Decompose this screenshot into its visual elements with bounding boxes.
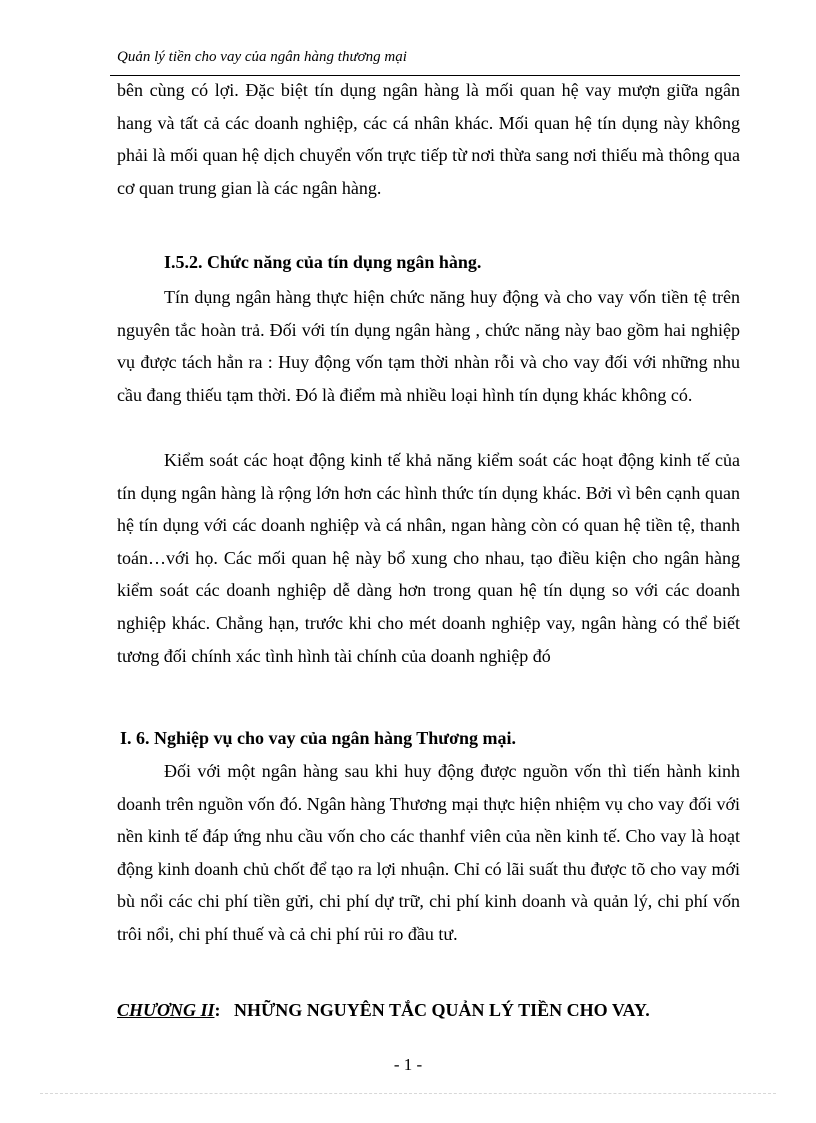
- paragraph-functions: Tín dụng ngân hàng thực hiện chức năng huy động và cho vay vốn tiền tệ trên nguyên tắc hoàn trả. Đối với tín dụng ngân hàng , chức năng này bao gồm hai nghiệp vụ được tách hẳn ra : Huy động vốn tạm thời nhàn rỗi và cho vay đối với những nhu cầu đang thiếu tạm thời. Đó là điểm mà nhiều loại hình tín dụng khác không có.: [117, 287, 740, 405]
- chapter-separator: :: [214, 1000, 221, 1020]
- paragraph-control: Kiểm soát các hoạt động kinh tế khả năng kiểm soát các hoạt động kinh tế của tín dụng ngân hàng là rộng lớn hơn các hình thức tín dụng khác. Bởi vì bên cạnh quan hệ tín dụng với các doanh nghiệp và cá nhân, ngan hàng còn có quan hệ tiền tệ, thanh toán…với họ. Các mối quan hệ này bổ xung cho nhau, tạo điều kiện cho ngân hàng kiểm soát các doanh nghiệp dễ dàng hơn trong quan hệ tín dụng so với các doanh nghiệp khác. Chẳng hạn, trước khi cho mét doanh nghiệp vay, ngân hàng có thể biết tương đối chính xác tình hình tài chính của doanh nghiệp đó: [117, 450, 740, 666]
- chapter-label: CHƯƠNG II: [117, 1000, 215, 1020]
- chapter-heading: [117, 1000, 650, 1021]
- paragraph-intro: bên cùng có lợi. Đặc biệt tín dụng ngân hàng là mối quan hệ vay mượn giữa ngân hang và tất cả các doanh nghiệp, các cá nhân khác. Mối quan hệ tín dụng này không phải là mối quan hệ dịch chuyển vốn trực tiếp từ nơi thừa sang nơi thiếu mà thông qua cơ quan trung gian là các ngân hàng.: [117, 80, 740, 198]
- section-heading-lending: I. 6. Nghiệp vụ cho vay của ngân hàng Thương mại.: [120, 728, 517, 748]
- paragraph-lending: Đối với một ngân hàng sau khi huy động được nguồn vốn thì tiến hành kinh doanh trên nguồn vốn đó. Ngân hàng Thương mại thực hiện nhiệm vụ cho vay đối với nền kinh tế đáp ứng nhu cầu vốn cho các thanhf viên của nền kinh tế. Cho vay là hoạt động kinh doanh chủ chốt để tạo ra lợi nhuận. Chỉ có lãi suất thu được tõ cho vay mới bù nổi các chi phí tiền gửi, chi phí dự trữ, chi phí kinh doanh và quản lý, chi phí vốn trôi nổi, chi phí thuế và cả chi phí rủi ro đầu tư.: [117, 761, 740, 944]
- page-number: - 1 -: [393, 1055, 423, 1074]
- page-bottom-divider: [40, 1093, 776, 1094]
- section-heading-functions: I.5.2. Chức năng của tín dụng ngân hàng.: [164, 252, 482, 272]
- chapter-title: NHỮNG NGUYÊN TẮC QUẢN LÝ TIỀN CHO VAY.: [233, 1000, 650, 1020]
- running-header: Quản lý tiền cho vay của ngân hàng thương mại: [117, 49, 407, 65]
